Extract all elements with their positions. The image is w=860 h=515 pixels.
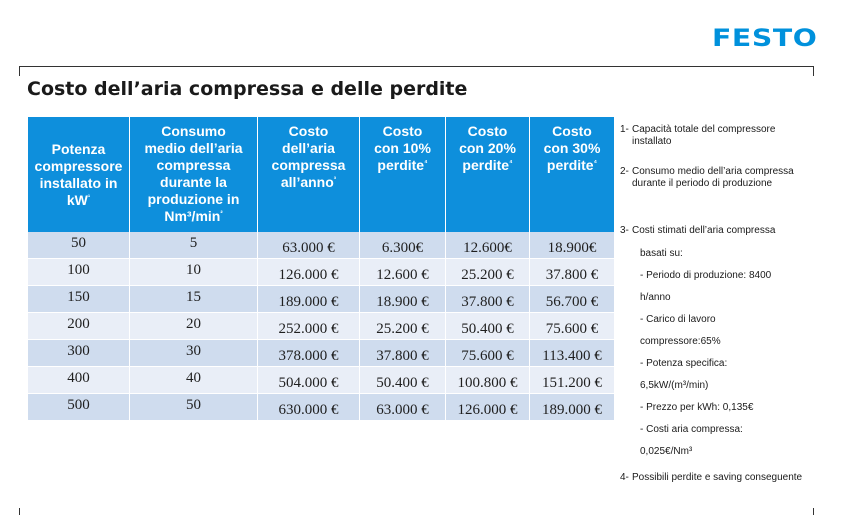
header-text: Costo: [288, 123, 329, 139]
cell-costo-30: [530, 286, 614, 313]
cell-value: 37.800 €: [545, 267, 599, 283]
header-text: Potenza: [51, 141, 106, 157]
cell-value: 378.000 €: [278, 348, 339, 364]
header-text: con 20%: [459, 140, 516, 156]
cell-value: 189.000 €: [542, 402, 602, 418]
cell-costo-10: [360, 232, 446, 259]
footnote-2: [620, 166, 810, 190]
header-text: compressore: [34, 158, 123, 174]
cell-potenza: [28, 313, 130, 340]
header-costo-10: [360, 117, 446, 232]
footnote-1: [620, 124, 810, 148]
footnote-mark: ¹: [87, 194, 91, 202]
cell-potenza: [28, 286, 130, 313]
table-row: [28, 232, 614, 259]
header-text: Costo: [382, 123, 423, 139]
cell-value: 25.200 €: [461, 267, 514, 283]
cell-value: 15: [186, 289, 201, 305]
cell-consumo: [130, 286, 258, 313]
header-text: compressa: [271, 157, 346, 173]
cell-costo-20: [446, 232, 530, 259]
footnote-text: Possibili perdite e saving conseguente: [632, 472, 803, 483]
table-row: [28, 367, 614, 394]
footnote-text: Costi stimati dell’aria compressa: [632, 225, 776, 236]
header-costo-30: [530, 117, 614, 232]
cell-costo-10: [360, 286, 446, 313]
cell-value: 504.000 €: [278, 375, 339, 391]
footnote-mark: ²: [220, 210, 223, 218]
cell-costo-10: [360, 394, 446, 421]
table-row: [28, 286, 614, 313]
footnote-mark: ³: [333, 176, 337, 184]
cost-table: [28, 117, 614, 421]
cell-costo-annuo: [258, 232, 360, 259]
footnote-detail: basati su:: [640, 248, 683, 259]
header-text: Costo: [552, 123, 592, 139]
table-row: [28, 313, 614, 340]
header-text: Costo: [467, 123, 508, 139]
footnote-detail: - Periodo di produzione: 8400: [640, 270, 772, 281]
cell-costo-annuo: [258, 259, 360, 286]
cell-costo-annuo: [258, 394, 360, 421]
cell-value: 150: [67, 289, 90, 305]
cell-value: 37.800 €: [461, 294, 514, 310]
cell-value: 400: [67, 370, 90, 386]
header-text: Nm³/min: [164, 208, 221, 224]
cell-potenza: [28, 259, 130, 286]
cell-potenza: [28, 340, 130, 367]
cell-value: 40: [186, 370, 201, 386]
cell-value: 75.600 €: [545, 321, 599, 337]
footnote-detail: 0,025€/Nm³: [640, 446, 693, 457]
cell-costo-20: [446, 394, 530, 421]
cell-costo-20: [446, 313, 530, 340]
cell-value: 25.200 €: [376, 321, 429, 337]
cell-consumo: [130, 367, 258, 394]
cell-value: 12.600€: [463, 240, 512, 256]
cell-costo-30: [530, 394, 614, 421]
cell-value: 56.700 €: [545, 294, 599, 310]
cell-value: 18.900€: [547, 240, 597, 256]
cell-potenza: [28, 394, 130, 421]
cell-costo-30: [530, 340, 614, 367]
footnote-number: 1-: [620, 124, 629, 135]
footnote-text: Consumo medio dell’aria compressa durante il periodo di produzione: [632, 166, 794, 189]
cell-costo-annuo: [258, 367, 360, 394]
header-text: con 30%: [543, 140, 601, 156]
cell-value: 18.900 €: [376, 294, 429, 310]
header-text: perdite: [462, 157, 510, 173]
footnote-detail: - Prezzo per kWh: 0,135€: [640, 402, 754, 413]
cell-potenza: [28, 232, 130, 259]
cell-costo-30: [530, 232, 614, 259]
table-row: [28, 394, 614, 421]
cell-value: 63.000 €: [376, 402, 429, 418]
frame-corner-right: [813, 66, 814, 76]
footnote-number: 4-: [620, 472, 629, 483]
cell-value: 63.000 €: [282, 240, 335, 256]
cell-value: 12.600 €: [376, 267, 429, 283]
cell-value: 126.000 €: [278, 267, 339, 283]
cell-value: 500: [67, 397, 90, 413]
cell-value: 630.000 €: [278, 402, 339, 418]
cell-costo-10: [360, 259, 446, 286]
footnote-detail: - Carico di lavoro: [640, 314, 716, 325]
header-text: compressa: [156, 157, 231, 173]
footnote-text: Capacità totale del compressore installato: [632, 124, 776, 147]
cell-value: 113.400 €: [542, 348, 602, 364]
cell-costo-30: [530, 313, 614, 340]
footnote-detail: - Potenza specifica:: [640, 358, 728, 369]
footnote-detail: h/anno: [640, 292, 671, 303]
cell-value: 50.400 €: [461, 321, 514, 337]
header-consumo: [130, 117, 258, 232]
cell-value: 126.000 €: [457, 402, 518, 418]
frame-line-top: [19, 66, 814, 67]
cell-costo-20: [446, 286, 530, 313]
cell-value: 50.400 €: [376, 375, 429, 391]
footnote-detail: 6,5kW/(m³/min): [640, 380, 709, 391]
cell-value: 300: [67, 343, 90, 359]
header-text: perdite: [546, 157, 594, 173]
cell-value: 151.200 €: [542, 375, 602, 391]
header-text: Consumo: [161, 123, 226, 139]
cell-consumo: [130, 340, 258, 367]
cell-costo-annuo: [258, 313, 360, 340]
header-text: durante la: [160, 174, 227, 190]
cell-consumo: [130, 313, 258, 340]
footnote-number: 2-: [620, 166, 629, 177]
cell-costo-20: [446, 367, 530, 394]
footnote-3: [620, 225, 810, 237]
header-text: installato in: [39, 175, 118, 191]
cell-value: 37.800 €: [376, 348, 429, 364]
cell-value: 20: [186, 316, 201, 332]
cell-value: 200: [67, 316, 90, 332]
festo-logo: FESTO: [712, 24, 818, 52]
cell-costo-30: [530, 367, 614, 394]
cell-value: 30: [186, 343, 201, 359]
page-title: Costo dell’aria compressa e delle perdite: [27, 78, 468, 100]
table-row: [28, 340, 614, 367]
cell-costo-10: [360, 340, 446, 367]
header-text: all’anno: [280, 174, 334, 190]
cell-costo-annuo: [258, 286, 360, 313]
header-text: perdite: [377, 157, 425, 173]
footnote-4: [620, 472, 810, 484]
header-text: medio dell’aria: [144, 140, 243, 156]
cell-value: 50: [71, 235, 86, 251]
cell-value: 50: [186, 397, 201, 413]
cell-costo-annuo: [258, 340, 360, 367]
header-text: con 10%: [374, 140, 431, 156]
table-header-row: [28, 117, 614, 232]
cell-potenza: [28, 367, 130, 394]
cell-value: 100: [67, 262, 90, 278]
header-costo-annuo: [258, 117, 360, 232]
cell-value: 6.300€: [381, 240, 424, 256]
footnote-number: 3-: [620, 225, 629, 236]
header-text: dell’aria: [282, 140, 335, 156]
cell-costo-10: [360, 313, 446, 340]
cell-costo-30: [530, 259, 614, 286]
frame-corner-left: [19, 66, 20, 76]
cell-value: 189.000 €: [278, 294, 339, 310]
frame-corner-bottom-right: [813, 508, 814, 515]
footnote-mark: ⁴: [509, 159, 513, 167]
cell-value: 5: [189, 235, 198, 251]
cell-consumo: [130, 259, 258, 286]
cell-value: 10: [186, 262, 201, 278]
cell-value: 75.600 €: [461, 348, 514, 364]
header-costo-20: [446, 117, 530, 232]
cell-consumo: [130, 394, 258, 421]
cell-costo-20: [446, 259, 530, 286]
table-row: [28, 259, 614, 286]
footnote-mark: ⁴: [424, 159, 428, 167]
footnote-detail: compressore:65%: [640, 336, 721, 347]
header-text: kW: [66, 192, 88, 208]
header-potenza: [28, 117, 130, 232]
cell-value: 100.800 €: [457, 375, 518, 391]
footnote-detail: - Costi aria compressa:: [640, 424, 743, 435]
cell-consumo: [130, 232, 258, 259]
cell-costo-20: [446, 340, 530, 367]
cell-costo-10: [360, 367, 446, 394]
frame-corner-bottom-left: [19, 508, 20, 515]
cell-value: 252.000 €: [278, 321, 339, 337]
header-text: produzione in: [147, 191, 240, 207]
footnote-mark: ⁴: [593, 159, 598, 167]
